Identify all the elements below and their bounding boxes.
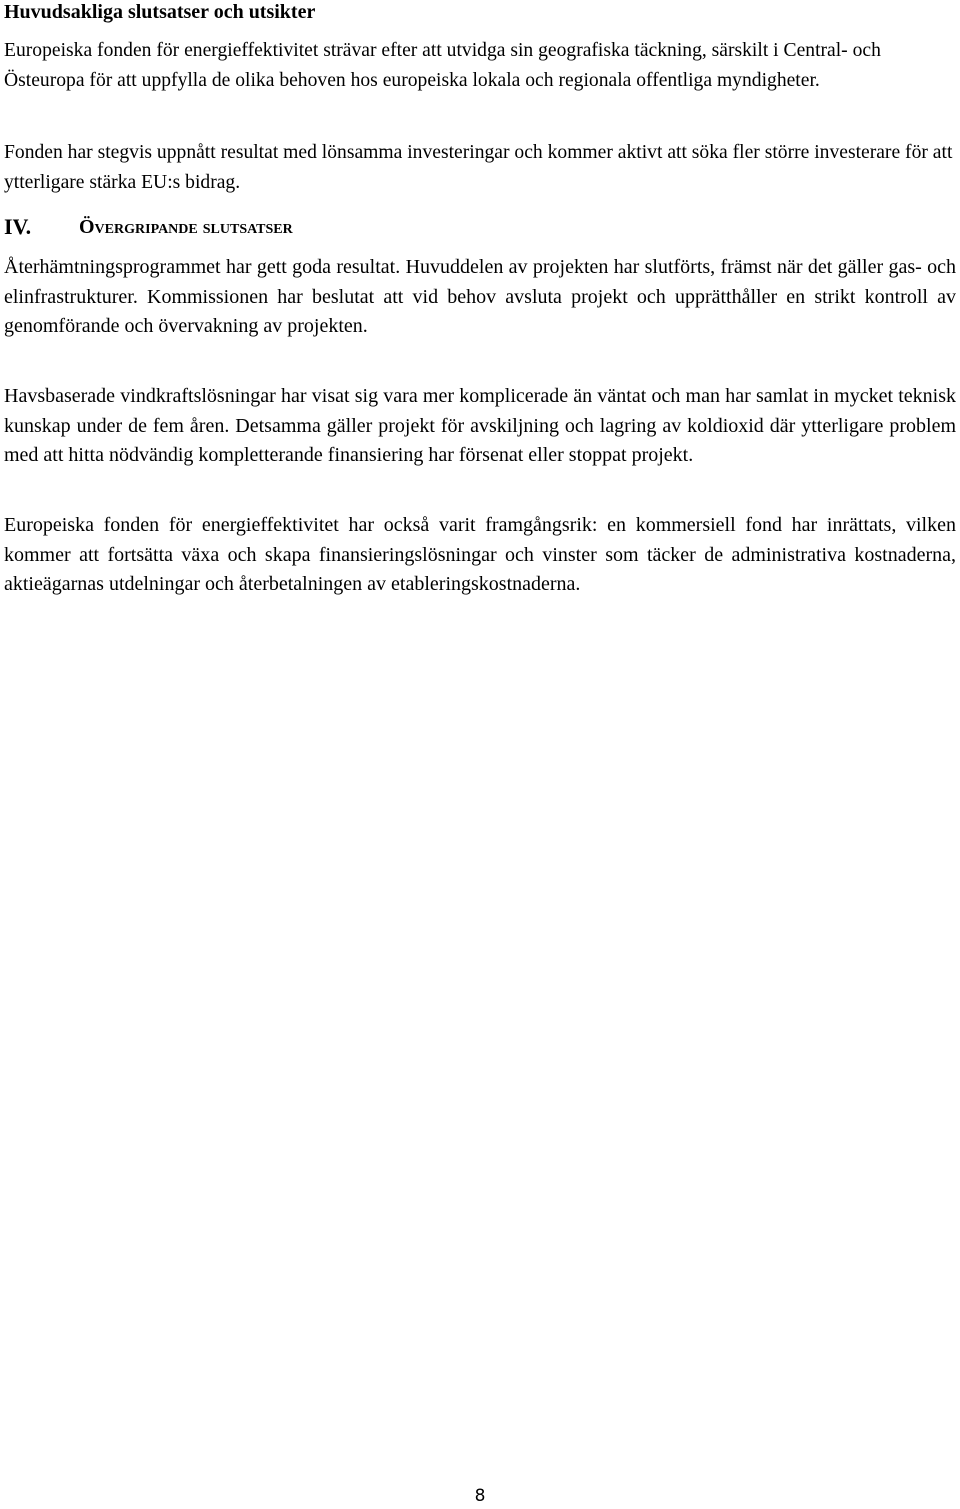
section-heading: Huvudsakliga slutsatser och utsikter — [4, 1, 316, 23]
paragraph-intro-1: Europeiska fonden för energieffektivitet strävar efter att utvidga sin geografiska täckning, särskilt i Central- och Östeuropa för att uppfylla de olika behoven hos europeiska lokala och regionala offentliga myndigheter. — [4, 40, 881, 91]
paragraph-section-2: Havsbaserade vindkraftslösningar har visat sig vara mer komplicerade än väntat och man har samlat in mycket teknisk kunskap under de fem åren. Detsamma gäller projekt för avskiljning och lagring av koldioxid där ytterligare problem med att hitta nödvändig kompletterande finansiering har försenat eller stoppat projekt. — [4, 385, 956, 466]
paragraph-section-3: Europeiska fonden för energieffektivitet har också varit framgångsrik: en kommersiell fond har inrättats, vilken kommer att fortsätta växa och skapa finansieringslösningar och vinster som täcker de administrativa kostnaderna, aktieägarnas utdelningar och återbetalningen av etableringskostnaderna. — [4, 514, 956, 595]
paragraph-intro-2: Fonden har stegvis uppnått resultat med lönsamma investeringar och kommer aktivt att söka fler större investerare för att ytterligare stärka EU:s bidrag. — [4, 142, 953, 193]
paragraph-section-1: Återhämtningsprogrammet har gett goda resultat. Huvuddelen av projekten har slutförts, främst när det gäller gas- och elinfrastrukturer. Kommissionen har beslutat att vid behov avsluta projekt och upprätthåller en strikt kontroll av genomförande och övervakning av projekten. — [4, 256, 956, 337]
section-number: IV. — [4, 214, 32, 239]
section-title: Övergripande slutsatser — [79, 216, 293, 238]
page-number: 8 — [474, 1486, 486, 1506]
